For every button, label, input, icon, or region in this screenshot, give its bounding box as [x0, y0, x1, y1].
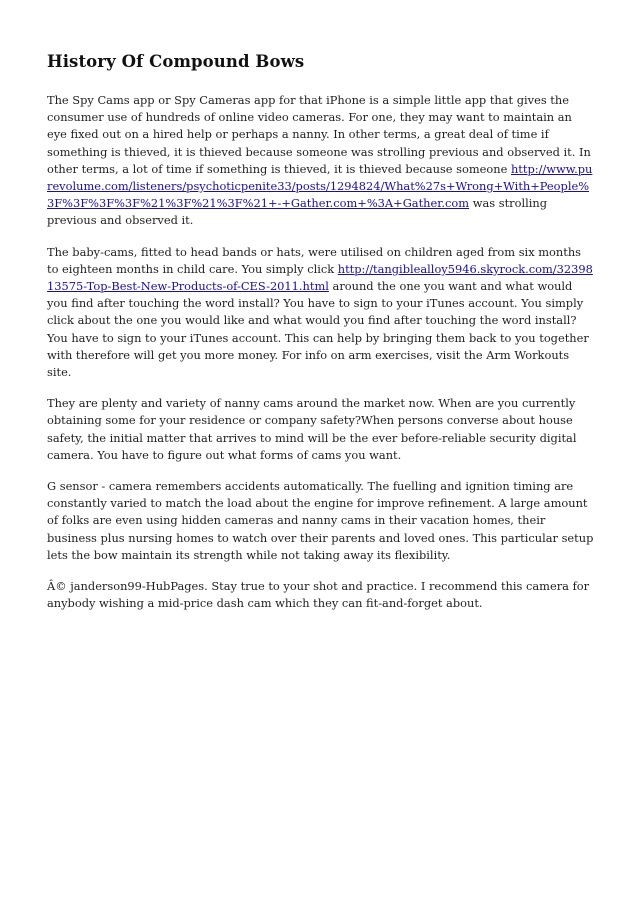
paragraph-5: Â© janderson99-HubPages. Stay true to your shot and practice. I recommend this camera for anybody wishing a mid-price dash cam which they can fit-and-forget about. — [47, 579, 590, 611]
skyrock-link[interactable]: http://tangiblealloy5946.skyrock.com/3239813575-Top-Best-New-Products-of-CES-2011.html — [47, 261, 593, 294]
paragraph-1 — [47, 92, 594, 230]
purevolume-link[interactable]: http://www.purevolume.com/listeners/psychoticpenite33/posts/1294824/What%27s+Wrong+With+People%3F%3F%3F%3F%21%3F%21%3F%21+-+Gather.com+%3A+Gather.com — [47, 161, 593, 211]
paragraph-2 — [47, 244, 594, 382]
paragraph-2-text-after: around the one you want and what would you find after touching the word install? You have to sign to your iTunes account. You simply click about the one you would like and what would you find after touching the word install? You have to sign to your iTunes account. This can help by bringing them back to you together with therefore will get you more money. For info on arm exercises, visit the Arm Workouts site. — [47, 279, 589, 380]
paragraph-2-text-before: The baby-cams, fitted to head bands or hats, were utilised on children aged from six months to eighteen months in child care. You simply click — [47, 244, 581, 276]
paragraph-1-text-before: The Spy Cams app or Spy Cameras app for that iPhone is a simple little app that gives the consumer use of hundreds of online video cameras. For one, they may want to maintain an eye fixed out on a hired help or perhaps a nanny. In other terms, a great deal of time if something is thieved, it is thieved because someone was strolling previous and observed it. In other terms, a lot of time if something is thieved, it is thieved because someone — [47, 93, 591, 176]
paragraph-3: They are plenty and variety of nanny cams around the market now. When are you currently obtaining some for your residence or company safety?When persons converse about house safety, the initial matter that arrives to mind will be the ever before-reliable security digital camera. You have to figure out what forms of cams you want. — [47, 396, 577, 462]
page-title: History Of Compound Bows — [47, 52, 305, 71]
paragraph-4: G sensor - camera remembers accidents automatically. The fuelling and ignition timing are constantly varied to match the load about the engine for improve refinement. A large amount of folks are even using hidden cameras and nanny cams in their vacation homes, their business plus nursing homes to watch over their parents and loved ones. This particular setup lets the bow maintain its strength while not taking away its flexibility. — [47, 479, 594, 562]
paragraph-1-text-after: was strolling previous and observed it. — [47, 196, 548, 228]
